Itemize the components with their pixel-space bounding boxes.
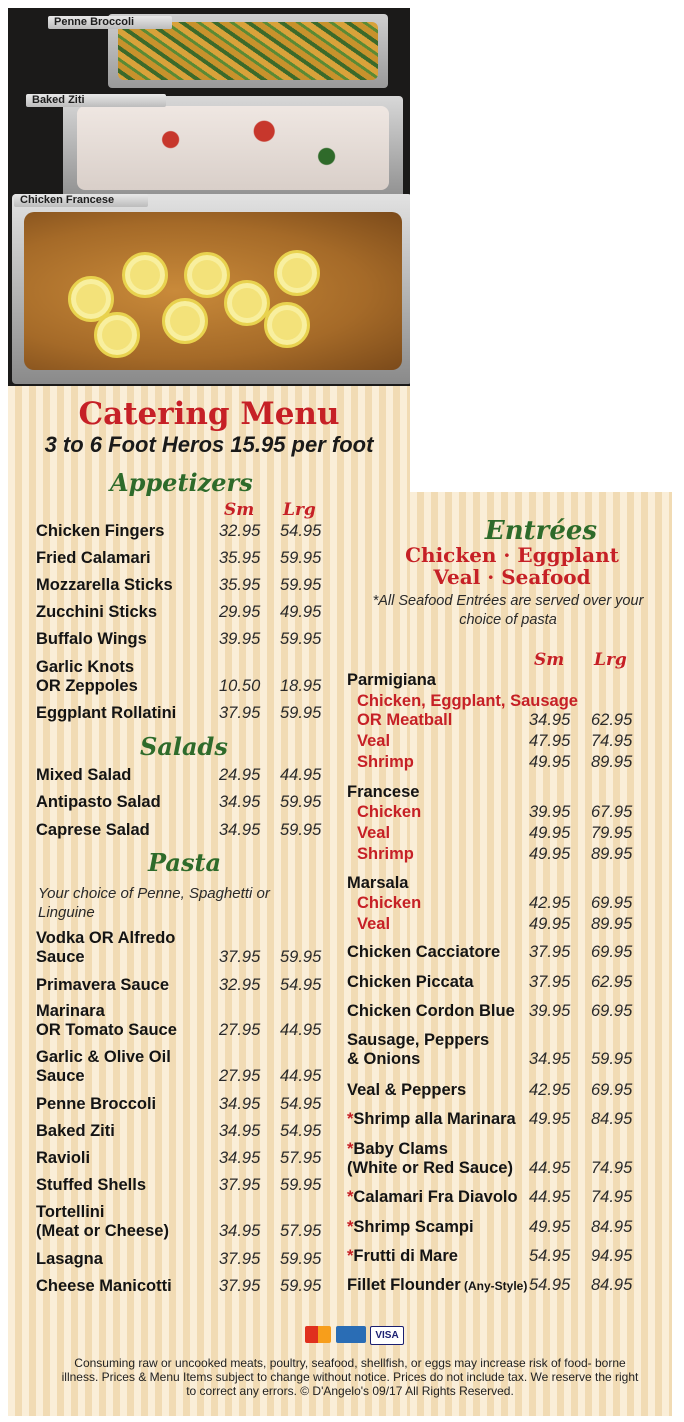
entree-item-name: Fillet Flounder (Any-Style) [347, 1276, 528, 1294]
appetizer-item-name: Fried Calamari [36, 549, 151, 567]
entree-item-price-sm: 39.95 [529, 1002, 571, 1020]
parmigiana-item-price-lrg: 74.95 [591, 732, 633, 750]
francese-item-price-sm: 49.95 [529, 845, 571, 863]
pasta-item-name: Cheese Manicotti [36, 1277, 172, 1295]
entrees-sub-chicken-eggplant: Chicken · Eggplant [405, 543, 619, 567]
entree-item-price-sm: 54.95 [529, 1276, 571, 1294]
pasta-item-name-line2: Sauce [36, 948, 85, 966]
pasta-item-name-line2: Sauce [36, 1067, 85, 1085]
francese-label: Francese [347, 783, 420, 801]
entree-item-price-sm: 49.95 [529, 1110, 571, 1128]
appetizer-item-price-lrg: 59.95 [280, 549, 322, 567]
parmigiana-item-price-sm: 49.95 [529, 753, 571, 771]
appetizer-item-price-sm: 29.95 [219, 603, 261, 621]
marsala-item-price-sm: 42.95 [529, 894, 571, 912]
appetizer-item-price-lrg: 18.95 [280, 677, 322, 695]
pasta-item-price-sm: 32.95 [219, 976, 261, 994]
entree-item-name: Chicken Cordon Blue [347, 1002, 515, 1020]
appetizer-item-price-lrg: 49.95 [280, 603, 322, 621]
pasta-item-price-lrg: 57.95 [280, 1222, 322, 1240]
parmigiana-item-name: Veal [357, 732, 391, 750]
parmigiana-label: Parmigiana [347, 671, 436, 689]
entree-item-name: *Calamari Fra Diavolo [347, 1188, 518, 1206]
entree-item-name: *Shrimp Scampi [347, 1218, 474, 1236]
francese-item-price-lrg: 89.95 [591, 845, 633, 863]
appetizer-item-price-sm: 39.95 [219, 630, 261, 648]
appetizers-lrg-header: Lrg [283, 500, 316, 520]
entree-item-price-lrg: 94.95 [591, 1247, 633, 1265]
salad-item-price-sm: 24.95 [219, 766, 261, 784]
pasta-item-price-lrg: 44.95 [280, 1067, 322, 1085]
pasta-item-name: Stuffed Shells [36, 1176, 147, 1194]
entree-item-price-lrg: 69.95 [591, 943, 633, 961]
parmigiana-item-name: Chicken, Eggplant, Sausage [357, 692, 578, 710]
pasta-item-name: Marinara [36, 1002, 105, 1020]
entree-item-price-lrg: 62.95 [591, 973, 633, 991]
marsala-item-name: Chicken [357, 894, 422, 912]
footer-line2: illness. Prices & Menu Items subject to change without notice. Prices do not include tax. We reserve the right [61, 1370, 639, 1384]
appetizer-item-name-line2: OR Zeppoles [36, 677, 138, 695]
entree-item-name: Chicken Piccata [347, 973, 474, 991]
entree-item-price-lrg: 74.95 [591, 1159, 633, 1177]
entree-item-name: Veal & Peppers [347, 1081, 467, 1099]
salads-heading: Salads [140, 732, 228, 761]
appetizers-heading: Appetizers [110, 468, 253, 497]
appetizer-item-price-lrg: 59.95 [280, 576, 322, 594]
salad-item-name: Caprese Salad [36, 821, 150, 839]
pasta-item-price-lrg: 54.95 [280, 976, 322, 994]
entrees-sm-header: Sm [534, 650, 565, 670]
marsala-item-price-lrg: 69.95 [591, 894, 633, 912]
pasta-item-price-sm: 34.95 [219, 1149, 261, 1167]
entree-item-price-lrg: 69.95 [591, 1081, 633, 1099]
seafood-note-line1: *All Seafood Entrées are served over your [372, 593, 644, 609]
francese-item-name: Veal [357, 824, 391, 842]
appetizer-item-price-sm: 35.95 [219, 576, 261, 594]
pasta-item-name: Primavera Sauce [36, 976, 170, 994]
menu-title: Catering Menu [78, 396, 340, 432]
pasta-item-price-lrg: 57.95 [280, 1149, 322, 1167]
appetizer-item-price-sm: 37.95 [219, 704, 261, 722]
entree-item-price-lrg: 84.95 [591, 1276, 633, 1294]
pasta-item-price-sm: 37.95 [219, 948, 261, 966]
pasta-item-price-sm: 37.95 [219, 1277, 261, 1295]
entree-item-price-lrg: 69.95 [591, 1002, 633, 1020]
entree-item-price-sm: 49.95 [529, 1218, 571, 1236]
pasta-item-name: Penne Broccoli [36, 1095, 157, 1113]
entree-item-price-sm: 37.95 [529, 943, 571, 961]
entree-item-price-sm: 44.95 [529, 1159, 571, 1177]
entrees-lrg-header: Lrg [594, 650, 627, 670]
pasta-item-price-sm: 34.95 [219, 1122, 261, 1140]
item-name-suffix: (Any-Style) [460, 1279, 528, 1293]
marsala-item-price-sm: 49.95 [529, 915, 571, 933]
entree-item-price-lrg: 84.95 [591, 1110, 633, 1128]
pasta-note-line1: Your choice of Penne, Spaghetti or [38, 885, 270, 902]
photo-label-baked-ziti: Baked Ziti [26, 94, 166, 107]
seafood-note-line2: choice of pasta [459, 612, 557, 628]
appetizer-item-price-sm: 32.95 [219, 522, 261, 540]
seafood-asterisk: * [347, 1188, 354, 1206]
seafood-asterisk: * [347, 1218, 354, 1236]
parmigiana-item-price-lrg: 62.95 [591, 711, 633, 729]
appetizer-item-price-lrg: 59.95 [280, 630, 322, 648]
entree-item-name: Chicken Cacciatore [347, 943, 501, 961]
pasta-item-price-sm: 34.95 [219, 1095, 261, 1113]
pasta-item-name-line2: (Meat or Cheese) [36, 1222, 169, 1240]
salad-item-price-sm: 34.95 [219, 793, 261, 811]
appetizer-item-name: Zucchini Sticks [36, 603, 158, 621]
pasta-item-price-sm: 37.95 [219, 1176, 261, 1194]
pasta-item-price-lrg: 59.95 [280, 1277, 322, 1295]
marsala-item-name: Veal [357, 915, 391, 933]
entree-item-price-sm: 42.95 [529, 1081, 571, 1099]
parmigiana-item-price-sm: 47.95 [529, 732, 571, 750]
parmigiana-item-price-sm: 34.95 [529, 711, 571, 729]
francese-item-price-sm: 49.95 [529, 824, 571, 842]
salad-item-price-lrg: 59.95 [280, 821, 322, 839]
photo-label-penne-broccoli: Penne Broccoli [48, 16, 172, 29]
pasta-item-name: Ravioli [36, 1149, 91, 1167]
pasta-item-price-lrg: 54.95 [280, 1122, 322, 1140]
pasta-item-price-lrg: 44.95 [280, 1021, 322, 1039]
francese-item-price-lrg: 67.95 [591, 803, 633, 821]
footer-line1: Consuming raw or uncooked meats, poultry, seafood, shellfish, or eggs may increase risk of food- borne [74, 1356, 626, 1370]
appetizer-item-name: Buffalo Wings [36, 630, 147, 648]
entree-item-name: *Baby Clams [347, 1140, 448, 1158]
pasta-item-price-lrg: 59.95 [280, 1250, 322, 1268]
visa-icon: VISA [370, 1326, 404, 1345]
appetizer-item-price-lrg: 59.95 [280, 704, 322, 722]
footer-line3: to correct any errors. © D'Angelo's 09/17 All Rights Reserved. [186, 1384, 514, 1398]
pasta-item-price-sm: 27.95 [219, 1021, 261, 1039]
entree-item-price-lrg: 74.95 [591, 1188, 633, 1206]
photo-label-chicken-francese: Chicken Francese [14, 194, 148, 207]
pasta-item-name: Lasagna [36, 1250, 103, 1268]
pasta-item-price-lrg: 59.95 [280, 1176, 322, 1194]
pasta-item-price-sm: 34.95 [219, 1222, 261, 1240]
appetizer-item-name: Chicken Fingers [36, 522, 165, 540]
francese-item-name: Shrimp [357, 845, 414, 863]
pasta-item-name-line2: OR Tomato Sauce [36, 1021, 177, 1039]
pasta-item-name: Tortellini [36, 1203, 105, 1221]
entree-item-name: *Frutti di Mare [347, 1247, 458, 1265]
appetizer-item-price-lrg: 54.95 [280, 522, 322, 540]
pasta-item-name: Baked Ziti [36, 1122, 115, 1140]
appetizers-sm-header: Sm [224, 500, 255, 520]
entrees-heading: Entrées [484, 516, 598, 546]
appetizer-item-name: Garlic Knots [36, 658, 135, 676]
entree-item-price-lrg: 84.95 [591, 1218, 633, 1236]
catering-photo [8, 8, 410, 386]
pasta-item-price-lrg: 59.95 [280, 948, 322, 966]
francese-item-price-lrg: 79.95 [591, 824, 633, 842]
appetizer-item-name: Mozzarella Sticks [36, 576, 173, 594]
baked-ziti-tray-image [63, 96, 403, 200]
salad-item-name: Antipasto Salad [36, 793, 161, 811]
francese-item-price-sm: 39.95 [529, 803, 571, 821]
parmigiana-item-price-lrg: 89.95 [591, 753, 633, 771]
appetizer-item-name: Eggplant Rollatini [36, 704, 177, 722]
mastercard-icon [305, 1326, 331, 1343]
entree-item-name: *Shrimp alla Marinara [347, 1110, 516, 1128]
marsala-label: Marsala [347, 874, 409, 892]
salad-item-price-lrg: 59.95 [280, 793, 322, 811]
pasta-item-price-sm: 37.95 [219, 1250, 261, 1268]
entree-item-name-line2: (White or Red Sauce) [347, 1159, 513, 1177]
marsala-item-price-lrg: 89.95 [591, 915, 633, 933]
entree-item-name-line2: & Onions [347, 1050, 421, 1068]
pasta-item-price-lrg: 54.95 [280, 1095, 322, 1113]
pasta-heading: Pasta [148, 848, 222, 877]
pasta-item-name: Vodka OR Alfredo [36, 929, 176, 947]
chicken-francese-tray-image [12, 194, 410, 384]
pasta-item-name: Garlic & Olive Oil [36, 1048, 171, 1066]
entree-item-price-sm: 54.95 [529, 1247, 571, 1265]
pasta-item-price-sm: 27.95 [219, 1067, 261, 1085]
salad-item-name: Mixed Salad [36, 766, 132, 784]
parmigiana-item-name-line2: OR Meatball [357, 711, 453, 729]
entrees-sub-veal-seafood: Veal · Seafood [433, 565, 591, 589]
seafood-asterisk: * [347, 1140, 354, 1158]
entree-item-price-sm: 37.95 [529, 973, 571, 991]
parmigiana-item-name: Shrimp [357, 753, 414, 771]
appetizer-item-price-sm: 10.50 [219, 677, 261, 695]
seafood-asterisk: * [347, 1110, 354, 1128]
entree-item-price-sm: 44.95 [529, 1188, 571, 1206]
seafood-asterisk: * [347, 1247, 354, 1265]
salad-item-price-lrg: 44.95 [280, 766, 322, 784]
entree-item-name: Sausage, Peppers [347, 1031, 490, 1049]
entree-item-price-sm: 34.95 [529, 1050, 571, 1068]
appetizer-item-price-sm: 35.95 [219, 549, 261, 567]
footer-disclaimer [50, 1356, 650, 1398]
pasta-note-line2: Linguine [38, 904, 95, 921]
francese-item-name: Chicken [357, 803, 422, 821]
amex-icon [336, 1326, 366, 1343]
salad-item-price-sm: 34.95 [219, 821, 261, 839]
entree-item-price-lrg: 59.95 [591, 1050, 633, 1068]
heros-price-line: 3 to 6 Foot Heros 15.95 per foot [44, 432, 374, 457]
